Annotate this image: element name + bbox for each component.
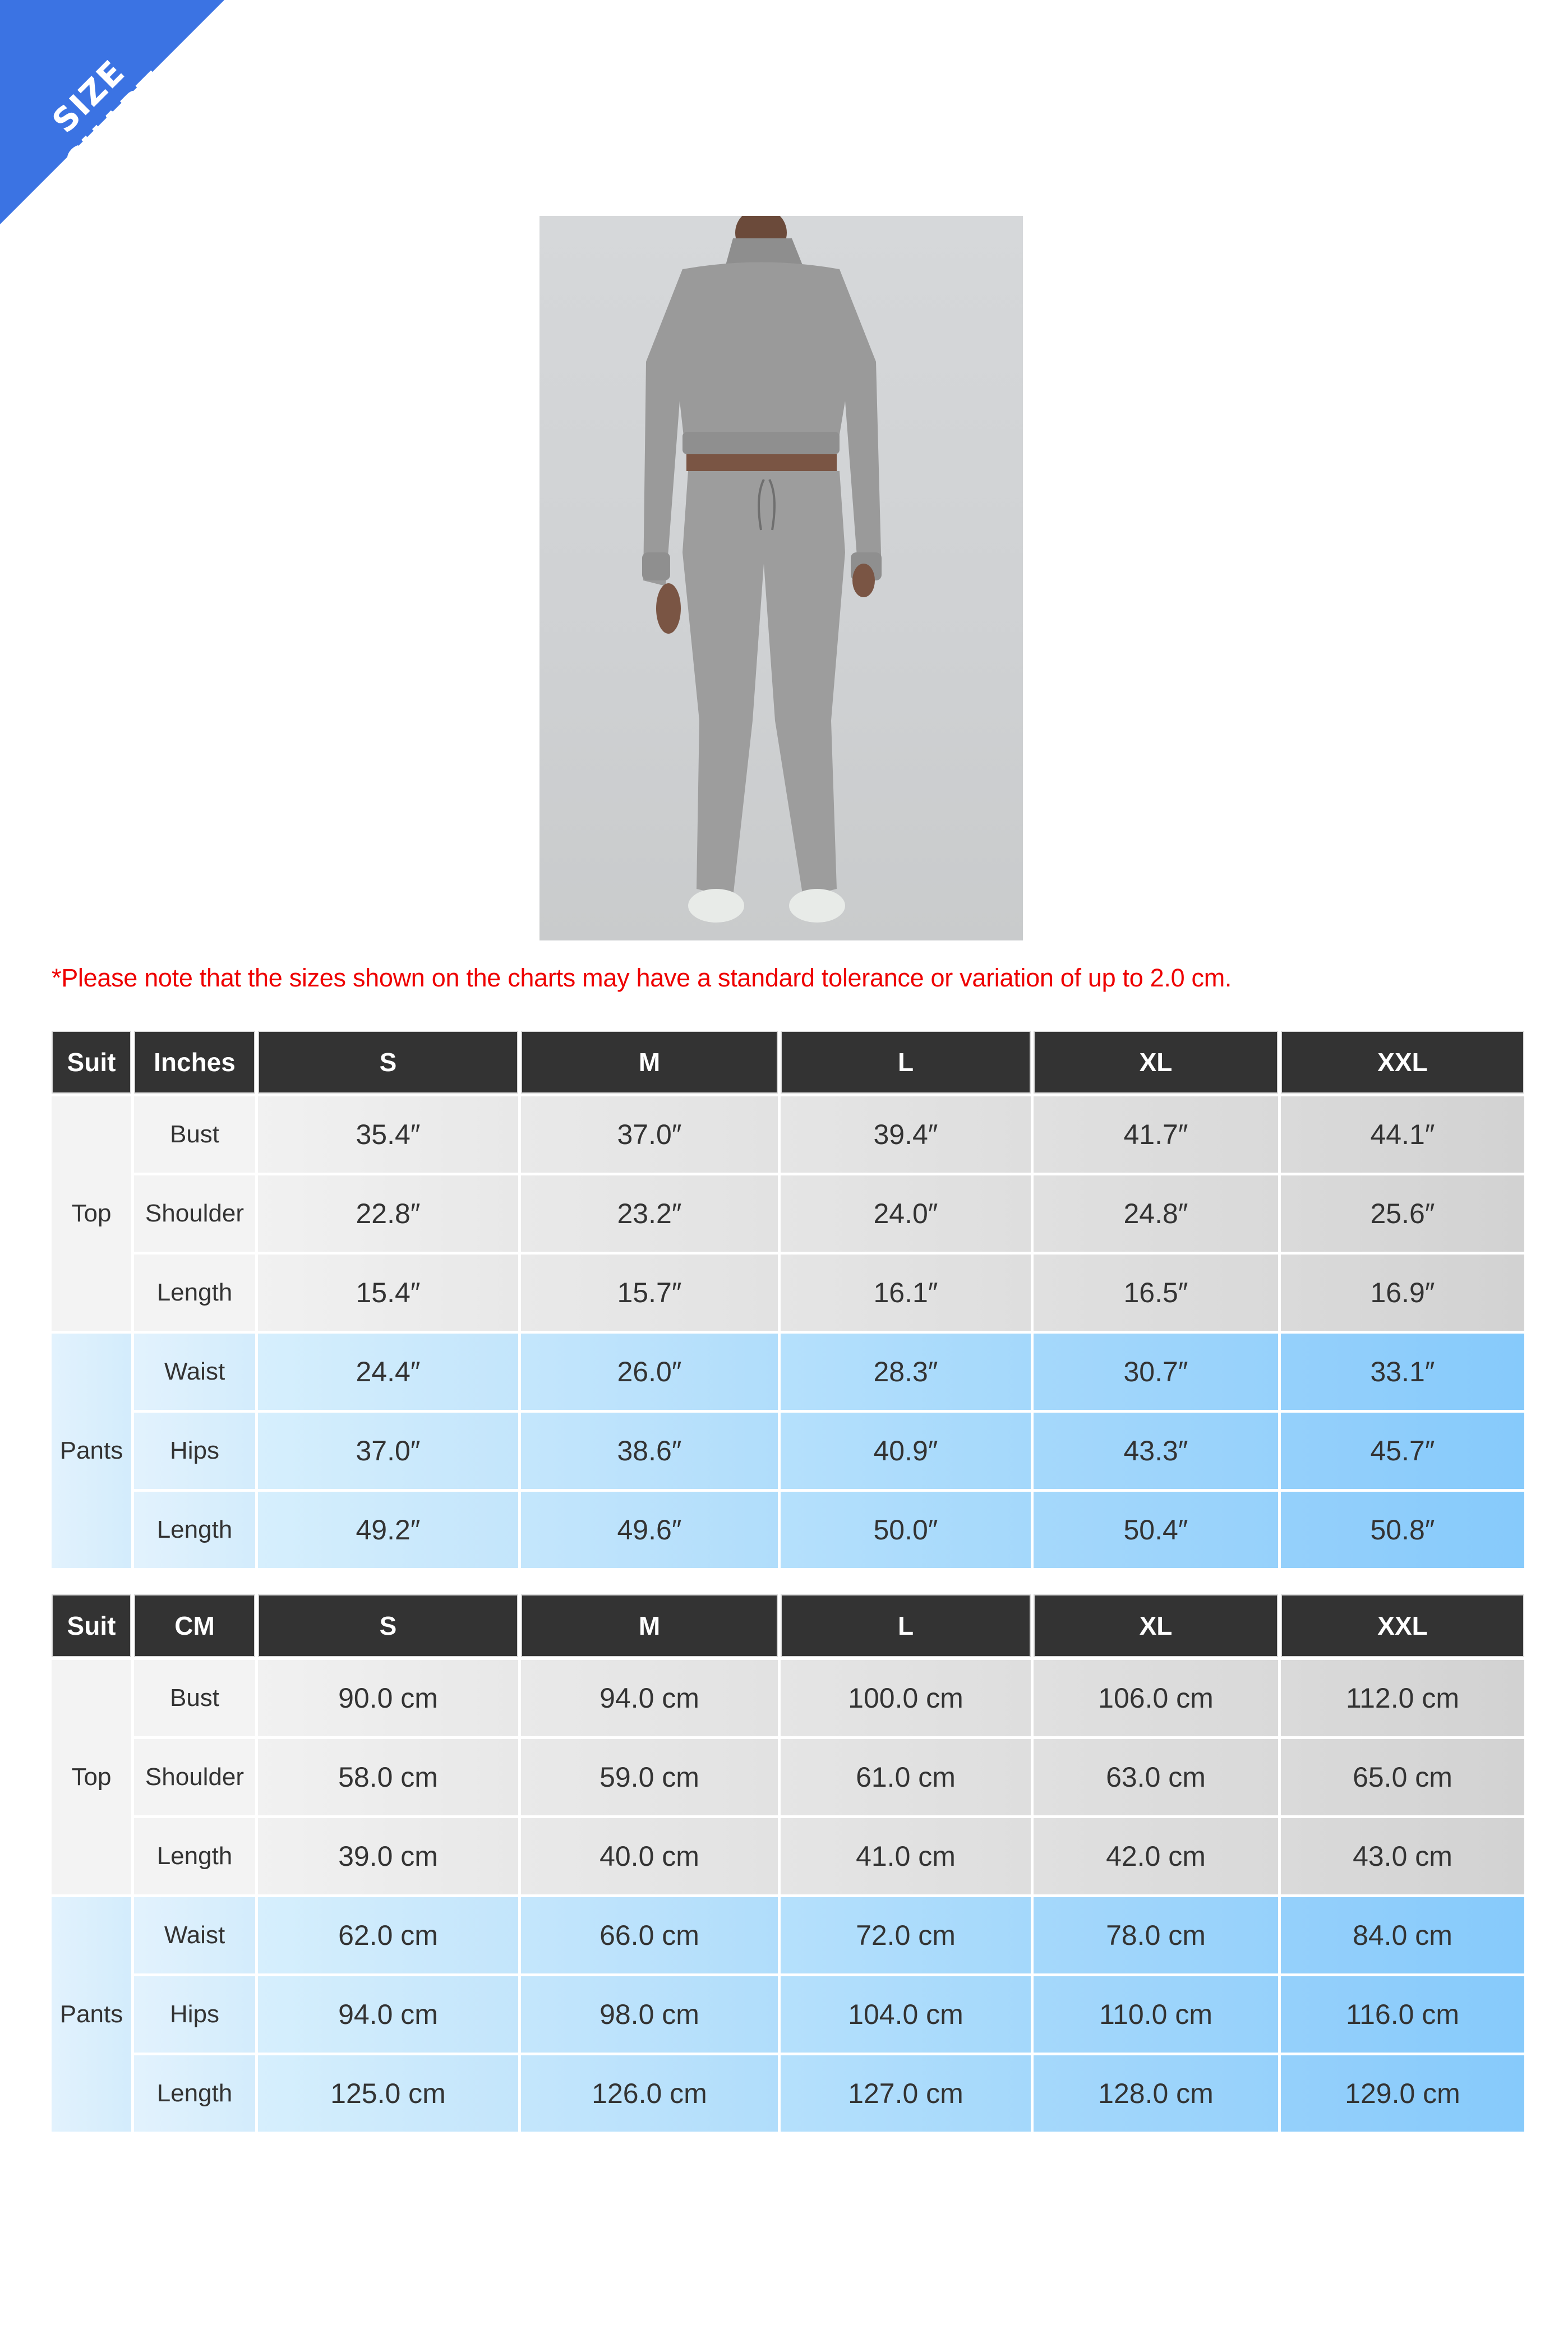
table-cell: 50.0″ (781, 1492, 1031, 1568)
table-cell: 59.0 cm (521, 1739, 778, 1815)
table-cell: 45.7″ (1281, 1413, 1524, 1489)
table-cell: 16.5″ (1034, 1255, 1278, 1331)
measure-label: Length (134, 1255, 255, 1331)
table-cell: 110.0 cm (1034, 1976, 1278, 2053)
table-cell: 41.0 cm (781, 1818, 1031, 1894)
table-row (52, 1413, 1524, 1489)
measure-label: Shoulder (134, 1739, 255, 1815)
table-row (52, 1492, 1524, 1568)
header-size-m: M (521, 1594, 778, 1657)
table-cell: 30.7″ (1034, 1334, 1278, 1410)
table-cell: 37.0″ (258, 1413, 518, 1489)
measure-label: Shoulder (134, 1175, 255, 1252)
table-cell: 42.0 cm (1034, 1818, 1278, 1894)
table-cell: 28.3″ (781, 1334, 1031, 1410)
table-row (52, 1818, 1524, 1894)
table-cell: 49.6″ (521, 1492, 778, 1568)
header-size-l: L (781, 1031, 1031, 1094)
table-cell: 98.0 cm (521, 1976, 778, 2053)
table-cell: 22.8″ (258, 1175, 518, 1252)
table-cell: 15.4″ (258, 1255, 518, 1331)
table-cell: 84.0 cm (1281, 1897, 1524, 1973)
table-cell: 16.1″ (781, 1255, 1031, 1331)
table-cell: 25.6″ (1281, 1175, 1524, 1252)
table-cell: 112.0 cm (1281, 1660, 1524, 1736)
table-cell: 106.0 cm (1034, 1660, 1278, 1736)
table-cell: 44.1″ (1281, 1096, 1524, 1173)
table-cell: 50.4″ (1034, 1492, 1278, 1568)
table-cell: 63.0 cm (1034, 1739, 1278, 1815)
size-table-inches (49, 1028, 1527, 1571)
group-label-pants: Pants (52, 1897, 131, 2132)
header-size-xxl: XXL (1281, 1031, 1524, 1094)
table-cell: 35.4″ (258, 1096, 518, 1173)
header-size-m: M (521, 1031, 778, 1094)
size-chart-corner-badge (0, 0, 224, 224)
model-illustration (539, 216, 1023, 940)
table-cell: 40.0 cm (521, 1818, 778, 1894)
table-row (52, 1976, 1524, 2053)
table-cell: 65.0 cm (1281, 1739, 1524, 1815)
measure-label: Bust (134, 1660, 255, 1736)
table-cell: 125.0 cm (258, 2055, 518, 2132)
table-cell: 24.4″ (258, 1334, 518, 1410)
header-unit: Inches (134, 1031, 255, 1094)
table-cell: 62.0 cm (258, 1897, 518, 1973)
table-cell: 43.0 cm (1281, 1818, 1524, 1894)
header-suit: Suit (52, 1031, 131, 1094)
tolerance-note: *Please note that the sizes shown on the charts may have a standard tolerance or variation of up to 2.0 cm. (52, 963, 1232, 992)
table-cell: 116.0 cm (1281, 1976, 1524, 2053)
table-cell: 37.0″ (521, 1096, 778, 1173)
measure-label: Waist (134, 1334, 255, 1410)
table-row (52, 1334, 1524, 1410)
header-size-xxl: XXL (1281, 1594, 1524, 1657)
header-size-s: S (258, 1594, 518, 1657)
header-unit: CM (134, 1594, 255, 1657)
table-cell: 15.7″ (521, 1255, 778, 1331)
table-cell: 100.0 cm (781, 1660, 1031, 1736)
measure-label: Hips (134, 1413, 255, 1489)
measure-label: Length (134, 2055, 255, 2132)
table-cell: 127.0 cm (781, 2055, 1031, 2132)
table-cell: 38.6″ (521, 1413, 778, 1489)
table-cell: 39.4″ (781, 1096, 1031, 1173)
table-cell: 104.0 cm (781, 1976, 1031, 2053)
group-label-top: Top (52, 1096, 131, 1331)
table-row (52, 1096, 1524, 1173)
table-cell: 78.0 cm (1034, 1897, 1278, 1973)
header-suit: Suit (52, 1594, 131, 1657)
table-row (52, 1660, 1524, 1736)
table-row (52, 1897, 1524, 1973)
table-cell: 129.0 cm (1281, 2055, 1524, 2132)
table-cell: 66.0 cm (521, 1897, 778, 1973)
table-header-row (52, 1031, 1524, 1094)
measure-label: Length (134, 1492, 255, 1568)
table-cell: 33.1″ (1281, 1334, 1524, 1410)
table-cell: 39.0 cm (258, 1818, 518, 1894)
size-table-cm (49, 1592, 1527, 2134)
measure-label: Bust (134, 1096, 255, 1173)
measure-label: Hips (134, 1976, 255, 2053)
table-cell: 61.0 cm (781, 1739, 1031, 1815)
table-cell: 41.7″ (1034, 1096, 1278, 1173)
group-label-top: Top (52, 1660, 131, 1894)
table-header-row (52, 1594, 1524, 1657)
header-size-xl: XL (1034, 1594, 1278, 1657)
table-row (52, 1175, 1524, 1252)
table-cell: 49.2″ (258, 1492, 518, 1568)
table-cell: 16.9″ (1281, 1255, 1524, 1331)
table-cell: 23.2″ (521, 1175, 778, 1252)
table-cell: 72.0 cm (781, 1897, 1031, 1973)
table-cell: 58.0 cm (258, 1739, 518, 1815)
table-cell: 94.0 cm (521, 1660, 778, 1736)
table-row (52, 2055, 1524, 2132)
table-cell: 40.9″ (781, 1413, 1031, 1489)
table-cell: 90.0 cm (258, 1660, 518, 1736)
table-cell: 128.0 cm (1034, 2055, 1278, 2132)
table-cell: 126.0 cm (521, 2055, 778, 2132)
table-row (52, 1739, 1524, 1815)
header-size-s: S (258, 1031, 518, 1094)
table-cell: 94.0 cm (258, 1976, 518, 2053)
measure-label: Length (134, 1818, 255, 1894)
table-row (52, 1255, 1524, 1331)
table-cell: 26.0″ (521, 1334, 778, 1410)
header-size-l: L (781, 1594, 1031, 1657)
group-label-pants: Pants (52, 1334, 131, 1568)
product-image (539, 216, 1023, 940)
header-size-xl: XL (1034, 1031, 1278, 1094)
measure-label: Waist (134, 1897, 255, 1973)
table-cell: 24.0″ (781, 1175, 1031, 1252)
badge-label: SIZE CHART (44, 52, 174, 182)
table-cell: 24.8″ (1034, 1175, 1278, 1252)
table-cell: 43.3″ (1034, 1413, 1278, 1489)
table-cell: 50.8″ (1281, 1492, 1524, 1568)
